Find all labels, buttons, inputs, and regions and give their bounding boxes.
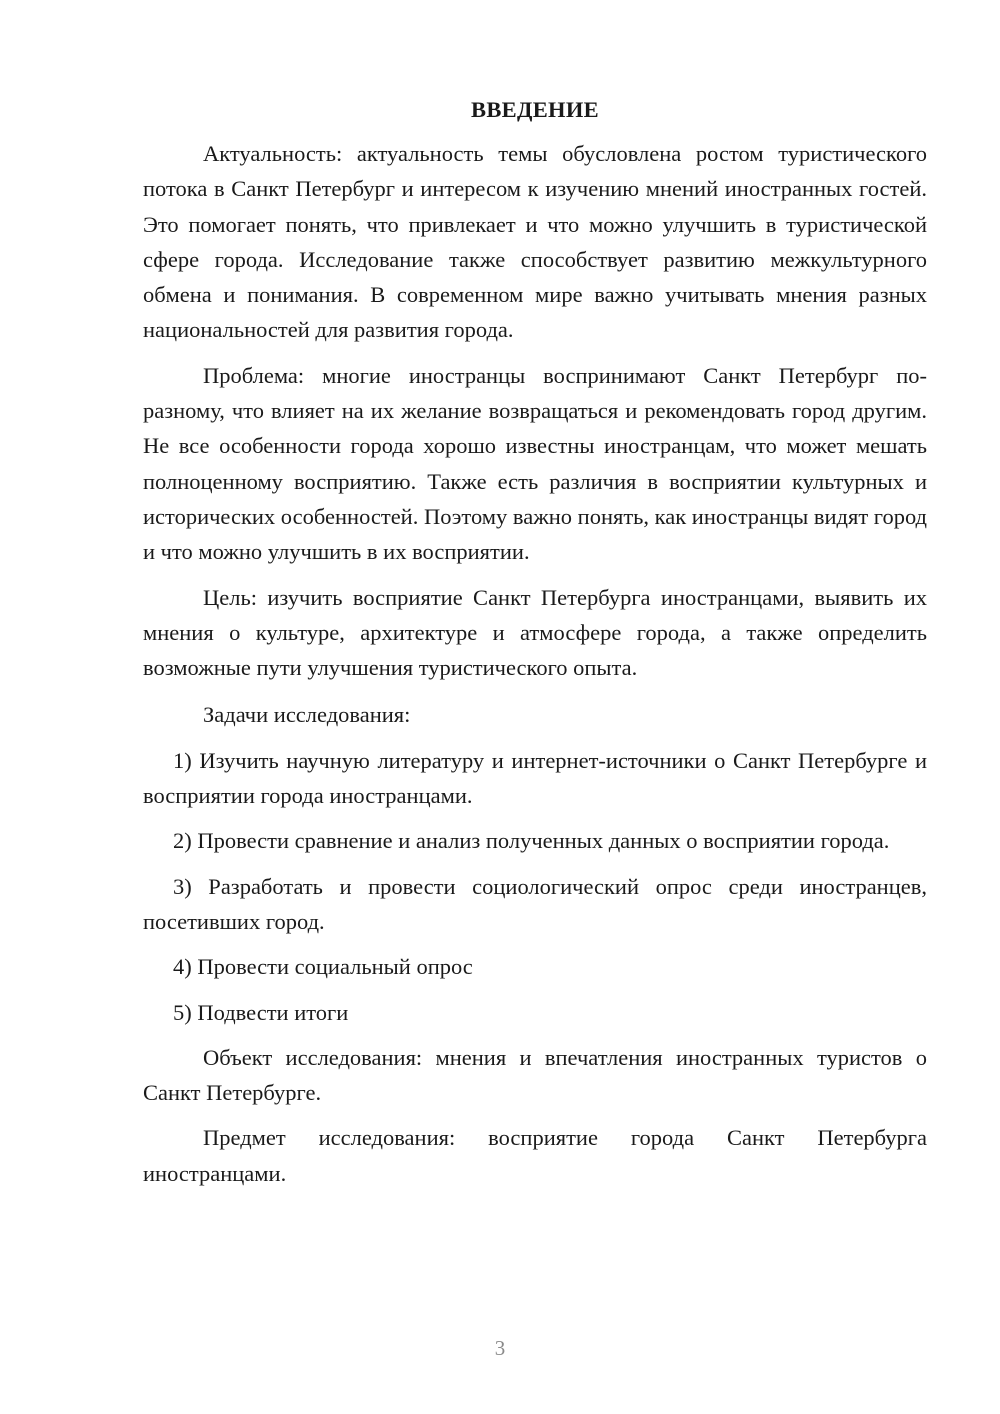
list-item: 2) Провести сравнение и анализ полученных данных о восприятии города. <box>173 828 890 854</box>
list-item: 1) Изучить научную литературу и интернет-источники о Санкт Петербурге и восприятии города иностранцами. <box>143 747 927 809</box>
list-item: 3) Разработать и провести социологический опрос среди иностранцев, посетивших город. <box>143 873 927 934</box>
page-number: 3 <box>494 1336 506 1360</box>
paragraph-object: Объект исследования: мнения и впечатления иностранных туристов о Санкт Петербурге. <box>143 1044 927 1106</box>
paragraph-goal: Цель: изучить восприятие Санкт Петербурга иностранцами, выявить их мнения о культуре, архитектуре и атмосфере города, а также определить возможные пути улучшения туристического опыта. <box>143 584 927 681</box>
list-item: 5) Подвести итоги <box>173 999 349 1025</box>
paragraph-tasks-intro: Задачи исследования: <box>203 702 411 728</box>
document-page <box>143 94 927 1201</box>
paragraph-problem: Проблема: многие иностранцы воспринимают Санкт Петербург по-разному, что влияет на их желание возвращаться и рекомендовать город другим. Не все особенности города хорошо известны иностранцам, что может мешать полноценному восприятию. Также есть различия в восприятии культурных и исторических особенностей. Поэтому важно понять, как иностранцы видят город и что можно улучшить в их восприятии. <box>143 362 927 565</box>
paragraph-subject: Предмет исследования: восприятие города Санкт Петербурга иностранцами. <box>143 1125 927 1186</box>
list-item: 4) Провести социальный опрос <box>173 954 473 980</box>
section-heading: ВВЕДЕНИЕ <box>471 97 599 122</box>
tasks-list <box>143 743 927 1030</box>
paragraph-relevance: Актуальность: актуальность темы обусловлена ростом туристического потока в Санкт Петербург и интересом к изучению мнений иностранных гостей. Это помогает понять, что привлекает и что можно улучшить в туристической сфере города. Исследование также способствует развитию межкультурного обмена и понимания. В современном мире важно учитывать мнения разных национальностей для развития города. <box>143 141 927 343</box>
